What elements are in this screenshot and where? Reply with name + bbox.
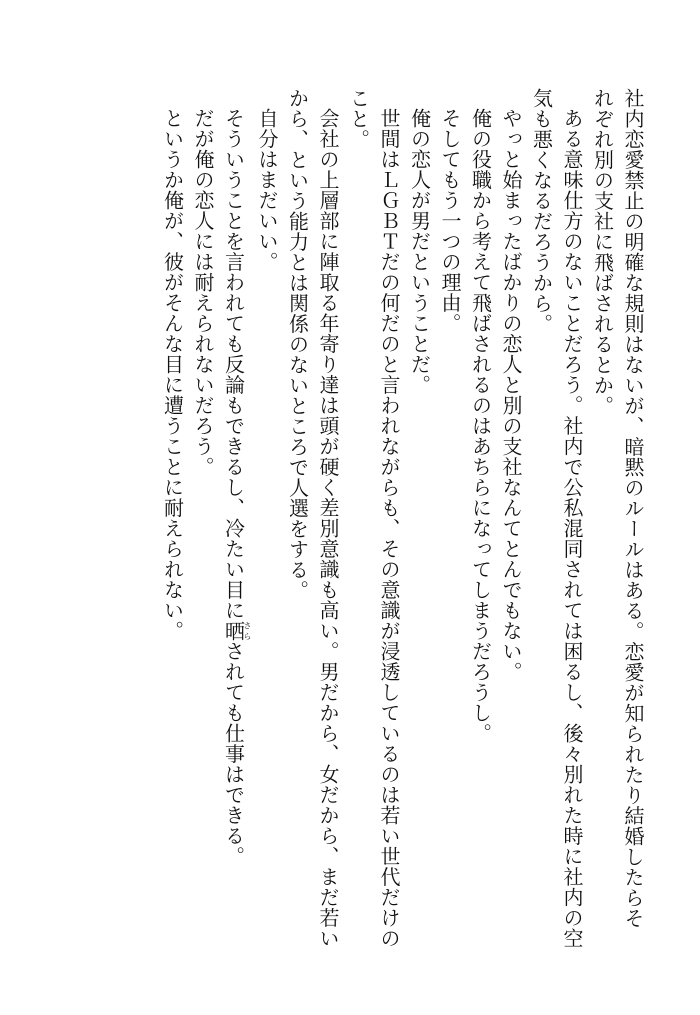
ruby-annotation: 晒さら — [221, 620, 252, 641]
text-line: 世間はＬＧＢＴだの何だのと言われながらも、その意識が浸透しているのは若い世代だけの — [377, 108, 401, 949]
text-line: 気も悪くなるだろうから。 — [529, 88, 554, 334]
text-line: ある意味仕方のないことだろう。社内で公私混同されては困るし、後々別れた時に社内の空 — [560, 108, 584, 949]
vertical-text-body — [157, 88, 648, 988]
text-line: 俺の恋人が男だということだ。 — [407, 108, 432, 395]
text-line: というか俺が、彼がそんな目に遭うことに耐えられない。 — [160, 108, 185, 641]
text-line: 俺の役職から考えて飛ばされるのはあちらになってしまうだろうし。 — [468, 108, 493, 744]
text-line: そしてもう一つの理由。 — [438, 108, 462, 334]
text-line: やっと始まったばかりの恋人と別の支社なんてとんでもない。 — [499, 108, 523, 682]
text-line: 社内恋愛禁止の明確な規則はないが、暗黙のルールはある。恋愛が知られたり結婚したらそ — [621, 88, 645, 929]
text-line: 会社の上層部に陣取る年寄り達は頭が硬く差別意識も高い。男だから、女だから、まだ若い — [316, 108, 340, 949]
ruby-reading: さら — [243, 620, 252, 641]
text-line: から、という能力とは関係のないところで人選をする。 — [285, 88, 310, 601]
text-line: だが俺の恋人には耐えられないだろう。 — [191, 108, 215, 477]
text-line: 自分はまだいい。 — [255, 108, 279, 272]
text-line: れぞれ別の支社に飛ばされるとか。 — [590, 88, 615, 416]
text-line-with-ruby: そういうことを言われても反論もできるし、冷たい目に晒さらされても仕事はできる。 — [221, 108, 252, 867]
text-line: こと。 — [346, 88, 371, 150]
